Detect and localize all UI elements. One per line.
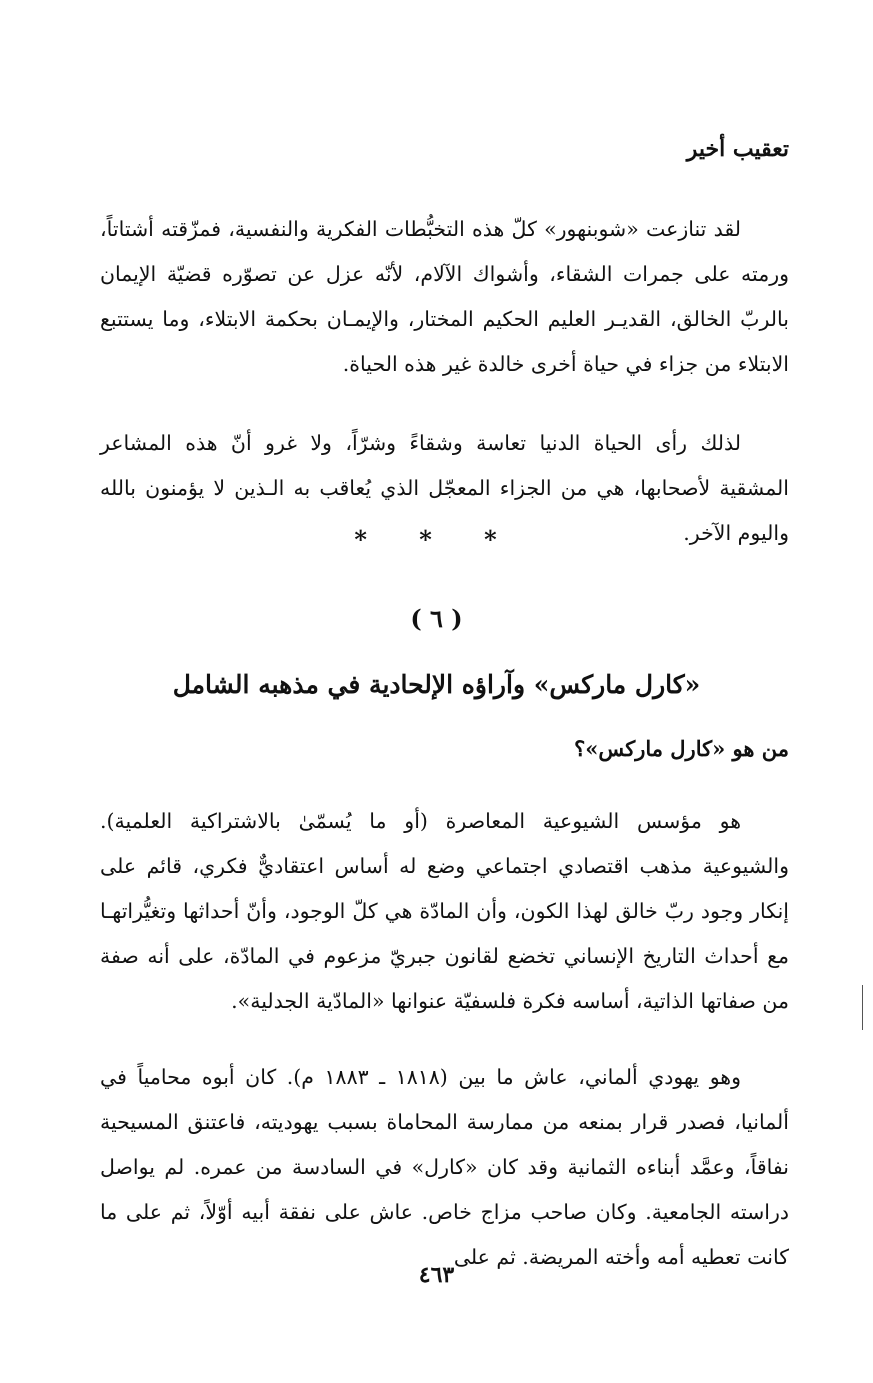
page-number: ٤٦٣ [418, 1262, 455, 1288]
scan-margin-line [862, 985, 863, 1030]
paragraph-marx-2: وهو يهودي ألماني، عاش ما بين (١٨١٨ ـ ١٨٨٣ م). كان أبوه محامياً في ألمانيا، فصدر قرار بمنعه من ممارسة المحاماة بسبب يهوديته، فاعتنق المسيحية نفاقاً، وعمَّد أبناءه الثمانية وقد كان «كارل» في السادسة من عمره. لم يواصل دراسته الجامعية. وكان صاحب مزاج خاص. عاش على نفقة أبيه أوّلاً، ثم على ما كانت تعطيه أمه وأخته المريضة. ثم على [100, 1064, 789, 1269]
paragraph-schopenhauer-1: لقد تنازعت «شوبنهور» كلّ هذه التخبُّطات الفكرية والنفسية، فمزّقته أشتاتاً، ورمته على جمرات الشقاء، وأشواك الآلام، لأنّه عزل عن تصوّره قضيّة الإيمان بالربّ الخالق، القديـر العليم الحكيم المختار، والإيمـان بحكمة الابتلاء، وما يستتبع الابتلاء من جزاء في حياة أخرى خالدة غير هذه الحياة. [100, 216, 789, 376]
section-number: ( ٦ ) [410, 604, 463, 633]
paragraph-marx-1: هو مؤسس الشيوعية المعاصرة (أو ما يُسمّىٰ بالاشتراكية العلمية). والشيوعية مذهب اقتصادي اجتماعي وضع له أساس اعتقاديٌّ فكري، قائم على إنكار وجود ربّ خالق لهذا الكون، وأن المادّة هي كلّ الوجود، وأنّ أحداثها وتغيُّراتهـا مع أحداث التاريخ الإنساني تخضع لقانون جبريّ مزعوم في المادّة، على أنه صفة من صفاتها الذاتية، أساسه فكرة فلسفيّة عنوانها «المادّية الجدلية». [100, 808, 789, 1013]
subheading-who-is-marx: من هو «كارل ماركس»؟ [574, 736, 789, 761]
section-separator-stars: * * * [354, 525, 519, 554]
paragraph-schopenhauer-2: لذلك رأى الحياة الدنيا تعاسة وشقاءً وشرّاً، ولا غرو أنّ هذه المشاعر المشقية لأصحابها، هي من الجزاء المعجّل الذي يُعاقب به الـذين لا يؤمنون بالله واليوم الآخر. [100, 430, 789, 545]
section-title: «كارل ماركس» وآراؤه الإلحادية في مذهبه الشامل [172, 670, 701, 699]
section-heading-final-comment: تعقيب أخير [686, 136, 789, 162]
